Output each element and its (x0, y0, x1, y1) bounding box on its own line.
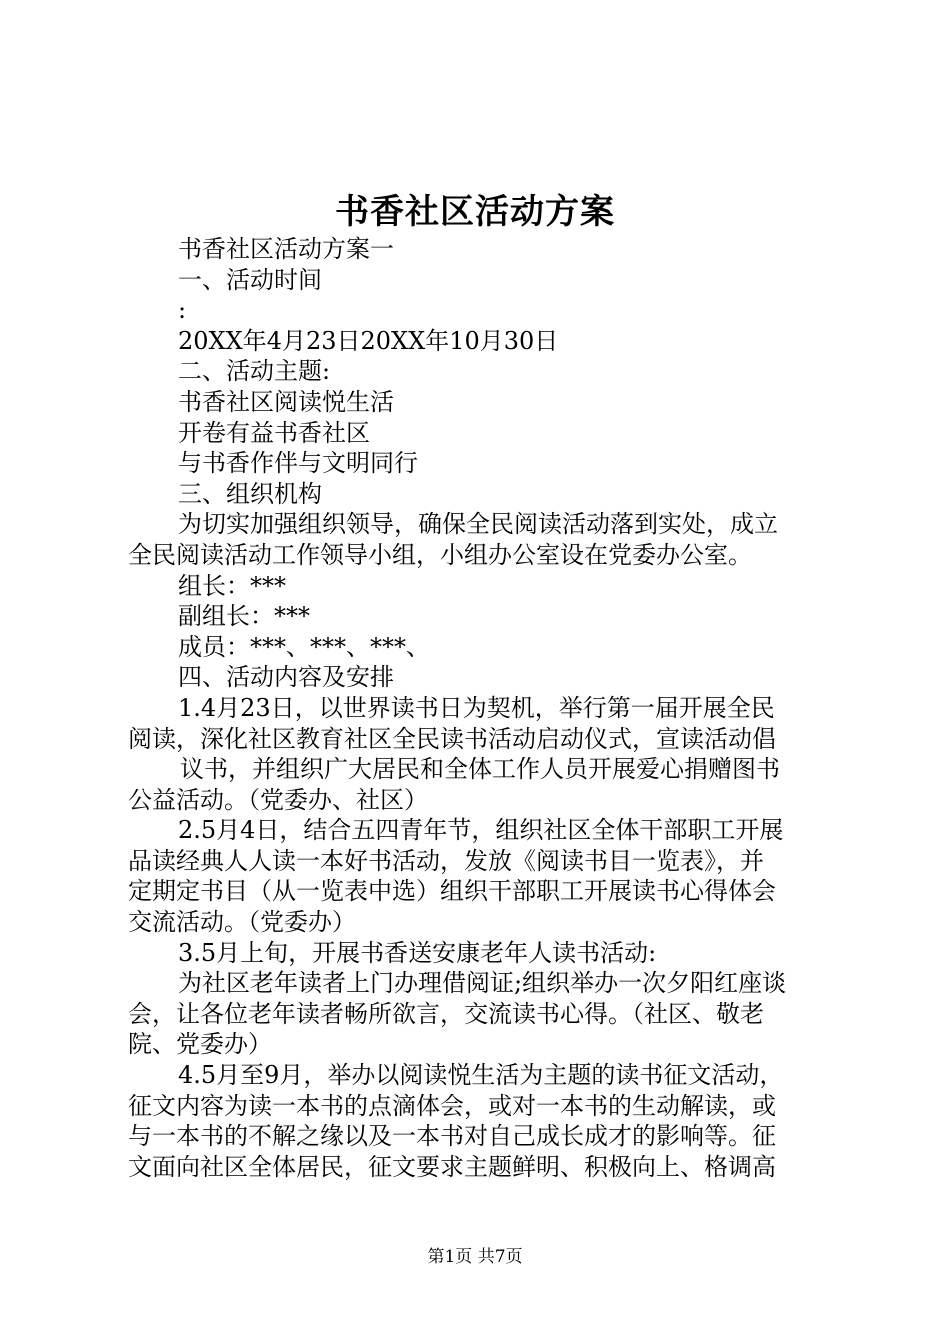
body-line: 开卷有益书香社区 (178, 418, 370, 447)
body-line: 交流活动。（党委办） (128, 908, 356, 937)
body-line: 2.5月4日，结合五四青年节，组织社区全体干部职工开展 (178, 816, 784, 845)
body-line: 议书，并组织广大居民和全体工作人员开展爱心捐赠图书 (180, 755, 780, 784)
body-line: 征文内容为读一本书的点滴体会，或对一本书的生动解读，或 (128, 1091, 776, 1120)
document-body (128, 234, 840, 1182)
body-line: 为切实加强组织领导，确保全民阅读活动落到实处，成立 (178, 510, 778, 539)
body-line: 4.5月至9月，举办以阅读悦生活为主题的读书征文活动， (178, 1061, 784, 1090)
body-line: 与书香作伴与文明同行 (178, 449, 418, 478)
body-line: 为社区老年读者上门办理借阅证;组织举办一次夕阳红座谈 (178, 969, 787, 998)
body-line: 阅读，深化社区教育社区全民读书活动启动仪式，宣读活动倡 (128, 724, 776, 753)
section-heading: 一、活动时间 (178, 265, 322, 294)
body-line: 1.4月23日，以世界读书日为契机，举行第一届开展全民 (178, 693, 775, 722)
body-line: 品读经典人人读一本好书活动，发放《阅读书目一览表》，并 (128, 846, 764, 875)
body-line: 与一本书的不解之缘以及一本书对自己成长成才的影响等。征 (128, 1122, 776, 1151)
body-line: 副组长：*** (178, 602, 310, 631)
section-heading: 二、活动主题: (178, 357, 331, 386)
body-line: : (178, 296, 187, 325)
body-line: 会，让各位老年读者畅所欲言，交流读书心得。（社区、敬老 (128, 999, 764, 1028)
document-title: 书香社区活动方案 (335, 192, 615, 232)
body-line: 书香社区活动方案一 (178, 235, 394, 263)
section-heading: 三、组织机构 (178, 479, 322, 508)
body-line: 公益活动。（党委办、社区） (128, 785, 428, 814)
body-line: 20XX年4月23日20XX年10月30日 (178, 326, 559, 355)
page-footer: 第1页 共7页 (427, 1247, 523, 1267)
body-line: 定期定书目（从一览表中选）组织干部职工开展读书心得体会 (128, 877, 776, 906)
body-line: 书香社区阅读悦生活 (178, 387, 394, 416)
body-line: 成员：***、***、***、 (178, 632, 430, 661)
body-line: 组长：*** (178, 571, 286, 600)
body-line: 全民阅读活动工作领导小组，小组办公室设在党委办公室。 (128, 540, 752, 569)
body-line: 3.5月上旬，开展书香送安康老年人读书活动: (178, 938, 657, 967)
section-heading: 四、活动内容及安排 (178, 663, 394, 692)
body-line: 院、党委办） (128, 1030, 272, 1059)
body-line: 文面向社区全体居民，征文要求主题鲜明、积极向上、格调高 (128, 1152, 776, 1181)
